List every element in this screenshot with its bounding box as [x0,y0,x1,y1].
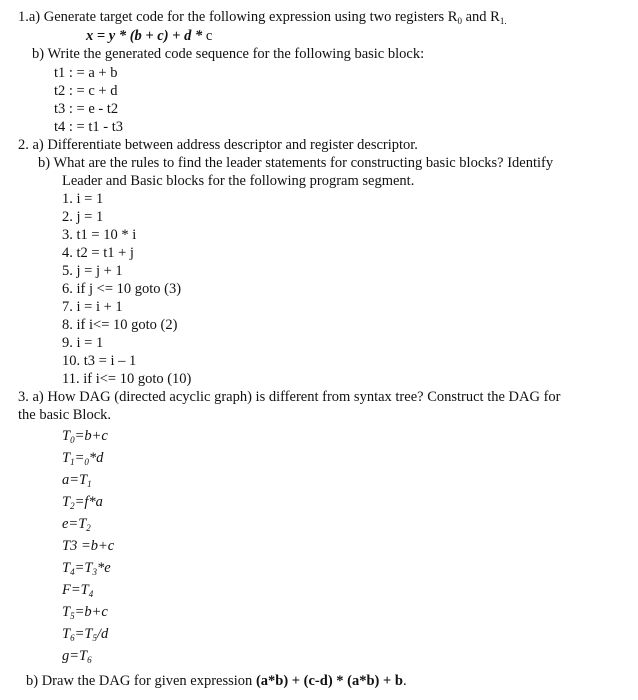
q2b-text-line2: Leader and Basic blocks for the following program segment. [62,173,415,189]
dag-line: $g=T_6$ [62,648,92,665]
program-line: 4. t2 = t1 + j [62,245,134,261]
q2a-text: 2. a) Differentiate between address descriptor and register descriptor. [18,137,418,153]
dag-line: $e=T_2$ [62,516,91,533]
dag-line: $T_0=b+c$ [62,428,108,445]
dag-line: T3 =b+c [62,538,115,554]
q3a-text-line2: the basic Block. [18,407,112,423]
program-line: 9. i = 1 [62,335,104,351]
code-line: t4 : = t1 - t3 [54,119,123,135]
code-line: t1 : = a + b [54,65,118,81]
program-line: 2. j = 1 [62,209,104,225]
program-line: 6. if j <= 10 goto (3) [62,281,182,297]
program-line: 1. i = 1 [62,191,104,207]
dag-line: $T_1=_0*d$ [62,450,104,467]
dag-line: $T_2=f*a$ [62,494,103,511]
program-line: 7. i = i + 1 [62,299,123,315]
q1a-text: 1.a) Generate target code for the following expression using two registers $R_0$ and $R_{1.}$ [18,9,507,26]
q1a-expression: x = y * (b + c) + d * c [86,28,213,44]
program-line: 11. if i<= 10 goto (10) [62,371,192,387]
dag-line: $a=T_1$ [62,472,92,489]
program-line: 3. t1 = 10 * i [62,227,137,243]
q3a-text-line1: 3. a) How DAG (directed acyclic graph) is different from syntax tree? Construct the DAG for [18,389,561,405]
program-line: 8. if i<= 10 goto (2) [62,317,178,333]
code-line: t2 : = c + d [54,83,118,99]
dag-line: $T_5=b+c$ [62,604,108,621]
program-line: 5. j = j + 1 [62,263,123,279]
dag-line: $F=T_4$ [62,582,94,599]
q3b-text: b) Draw the DAG for given expression (a*b) + (c-d) * (a*b) + b. [26,673,407,689]
code-line: t3 : = e - t2 [54,101,119,117]
q1b-text: b) Write the generated code sequence for the following basic block: [32,46,425,62]
dag-line: $T_6=T_5/d$ [62,626,109,643]
q2b-text-line1: b) What are the rules to find the leader statements for constructing basic blocks? Identify [38,155,554,171]
dag-line: $T_4=T_3*e$ [62,560,111,577]
program-line: 10. t3 = i – 1 [62,353,137,369]
